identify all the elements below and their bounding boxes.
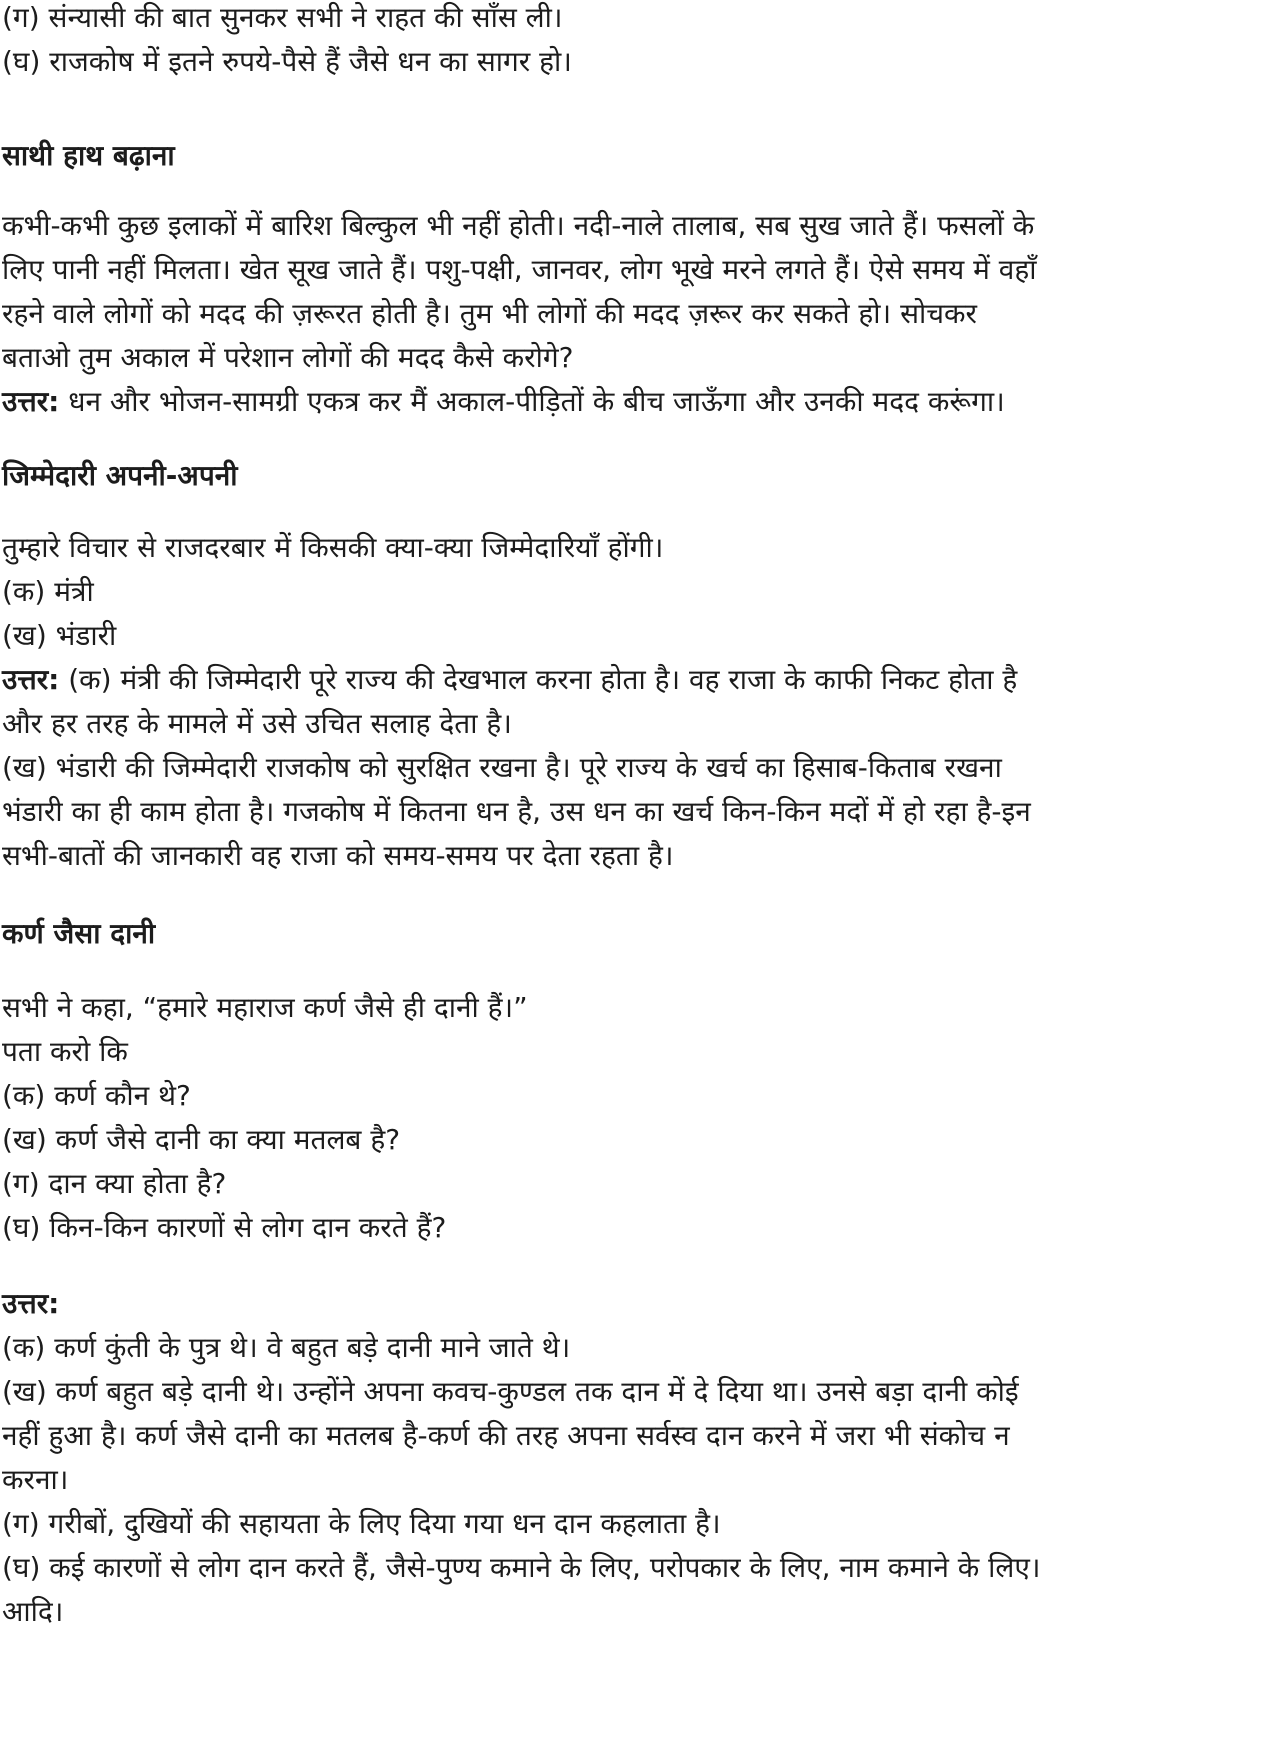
question-line: तुम्हारे विचार से राजदरबार में किसकी क्या-क्या जिम्मेदारियाँ होंगी। xyxy=(2,531,664,564)
spacer xyxy=(2,878,1260,912)
spacer xyxy=(2,84,1260,134)
answer-label: उत्तर: xyxy=(2,1287,60,1320)
paragraph-line: कभी-कभी कुछ इलाकों में बारिश बिल्कुल भी नहीं होती। नदी-नाले तालाब, सब सुख जाते हैं। फसलों के xyxy=(2,209,1035,242)
answer-line: सभी-बातों की जानकारी वह राजा को समय-समय पर देता रहता है। xyxy=(2,839,674,872)
quote-line: सभी ने कहा, “हमारे महाराज कर्ण जैसे ही दानी हैं।” xyxy=(2,991,528,1024)
paragraph-line: रहने वाले लोगों को मदद की ज़रूरत होती है। तुम भी लोगों की मदद ज़रूर कर सकते हो। सोचकर xyxy=(2,297,977,330)
spacer xyxy=(2,1250,1260,1282)
answer-kha: (ख) कर्ण बहुत बड़े दानी थे। उन्होंने अपना कवच-कुण्डल तक दान में दे दिया था। उनसे बड़ा दानी कोई xyxy=(2,1375,1019,1408)
spacer xyxy=(2,956,1260,986)
answer-kha-cont: करना। xyxy=(2,1463,69,1496)
answer-line xyxy=(2,380,1260,424)
question-ka: (क) कर्ण कौन थे? xyxy=(2,1079,191,1112)
paragraph-line: लिए पानी नहीं मिलता। खेत सूख जाते हैं। पशु-पक्षी, जानवर, लोग भूखे मरने लगते हैं। ऐसे समय में वहाँ xyxy=(2,253,1037,286)
option-kha: (ख) भंडारी xyxy=(2,619,117,652)
answer-ga: (ग) गरीबों, दुखियों की सहायता के लिए दिया गया धन दान कहलाता है। xyxy=(2,1507,721,1540)
answer-text: धन और भोजन-सामग्री एकत्र कर मैं अकाल-पीड़ितों के बीच जाऊँगा और उनकी मदद करूंगा। xyxy=(59,385,1005,418)
answer-label: उत्तर: xyxy=(2,663,60,696)
spacer xyxy=(2,424,1260,454)
paragraph-line: बताओ तुम अकाल में परेशान लोगों की मदद कैसे करोगे? xyxy=(2,341,574,374)
answer-ka: (क) कर्ण कुंती के पुत्र थे। वे बहुत बड़े दानी माने जाते थे। xyxy=(2,1331,571,1364)
answer-gha-cont: आदि। xyxy=(2,1595,64,1628)
answer-gha: (घ) कई कारणों से लोग दान करते हैं, जैसे-पुण्य कमाने के लिए, परोपकार के लिए, नाम कमाने के लिए। xyxy=(2,1551,1041,1584)
answer-line xyxy=(2,658,1260,702)
answer-kha-cont: नहीं हुआ है। कर्ण जैसे दानी का मतलब है-कर्ण की तरह अपना सर्वस्व दान करने में जरा भी संकोच न xyxy=(2,1419,1010,1452)
answer-label: उत्तर: xyxy=(2,385,60,418)
spacer xyxy=(2,178,1260,204)
question-ga: (ग) दान क्या होता है? xyxy=(2,1167,227,1200)
prompt-line: पता करो कि xyxy=(2,1035,128,1068)
intro-line-gha: (घ) राजकोष में इतने रुपये-पैसे हैं जैसे धन का सागर हो। xyxy=(2,45,572,78)
question-gha: (घ) किन-किन कारणों से लोग दान करते हैं? xyxy=(2,1211,447,1244)
question-kha: (ख) कर्ण जैसे दानी का क्या मतलब है? xyxy=(2,1123,401,1156)
answer-line: भंडारी का ही काम होता है। गजकोष में कितना धन है, उस धन का खर्च किन-किन मदों में हो रहा है-इन xyxy=(2,795,1031,828)
intro-line-ga: (ग) संन्यासी की बात सुनकर सभी ने राहत की साँस ली। xyxy=(2,1,563,34)
answer-line: (ख) भंडारी की जिम्मेदारी राजकोष को सुरक्षित रखना है। पूरे राज्य के खर्च का हिसाब-किताब रखना xyxy=(2,751,1002,784)
section-heading-sathi-haath: साथी हाथ बढ़ाना xyxy=(2,139,175,172)
spacer xyxy=(2,498,1260,526)
answer-line: और हर तरह के मामले में उसे उचित सलाह देता है। xyxy=(2,707,512,740)
section-heading-karn-jaisa-daani: कर्ण जैसा दानी xyxy=(2,917,156,950)
option-ka: (क) मंत्री xyxy=(2,575,94,608)
section-heading-jimmedari: जिम्मेदारी अपनी-अपनी xyxy=(2,459,238,492)
answer-text: (क) मंत्री की जिम्मेदारी पूरे राज्य की देखभाल करना होता है। वह राजा के काफी निकट होता है xyxy=(59,663,1018,696)
